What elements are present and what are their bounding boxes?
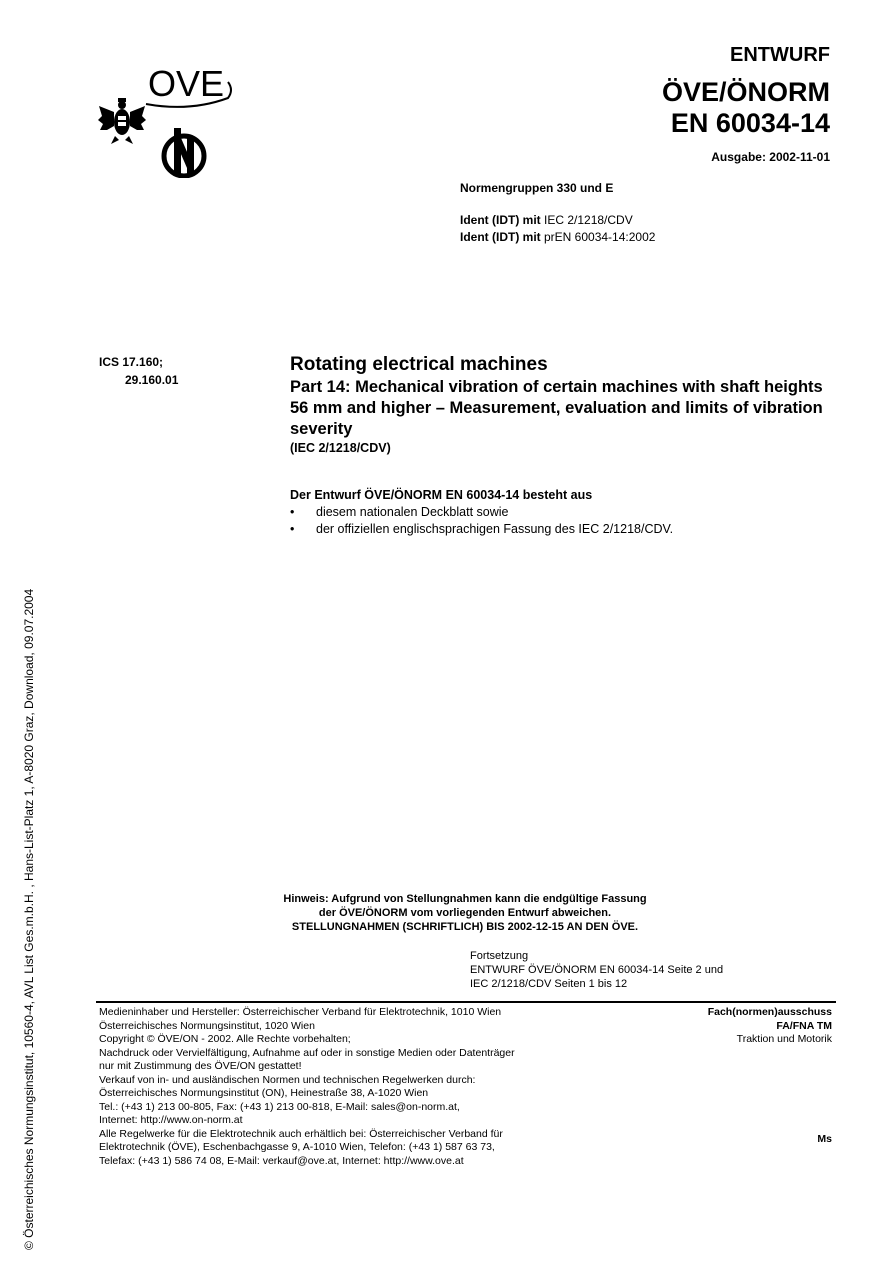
publisher-info bbox=[99, 1006, 619, 1168]
list-item-text: diesem nationalen Deckblatt sowie bbox=[316, 505, 509, 519]
list-item-text: der offiziellen englischsprachigen Fassung des IEC 2/1218/CDV. bbox=[316, 522, 674, 536]
publisher-line: Tel.: (+43 1) 213 00-805, Fax: (+43 1) 213 00-818, E-Mail: sales@on-norm.at, bbox=[99, 1100, 460, 1113]
norm-title-line2: EN 60034-14 bbox=[670, 108, 830, 138]
publisher-line: Telefax: (+43 1) 586 74 08, E-Mail: verkauf@ove.at, Internet: http://www.ove.at bbox=[99, 1154, 464, 1167]
notice bbox=[240, 892, 690, 934]
list-item bbox=[290, 505, 508, 519]
bullet-icon: • bbox=[290, 522, 295, 536]
publisher-line: Verkauf von in- und ausländischen Normen und technischen Regelwerken durch: bbox=[99, 1073, 476, 1086]
notice-line: STELLUNGNAHMEN (SCHRIFTLICH) BIS 2002-12-15 AN DEN ÖVE. bbox=[291, 921, 639, 933]
publisher-line: Elektrotechnik (ÖVE), Eschenbachgasse 9, A-1010 Wien, Telefon: (+43 1) 587 63 73, bbox=[99, 1141, 495, 1153]
norm-title-line1: ÖVE/ÖNORM bbox=[661, 77, 830, 107]
footer-divider bbox=[96, 1001, 836, 1003]
ident-label: Ident (IDT) mit bbox=[460, 230, 541, 244]
notice-line: Hinweis: Aufgrund von Stellungnahmen kann die endgültige Fassung bbox=[283, 893, 647, 905]
ics-code: 29.160.01 bbox=[125, 373, 179, 387]
austrian-eagle-icon bbox=[97, 96, 147, 146]
on-norm-icon bbox=[160, 128, 208, 178]
committee-name: Traktion und Motorik bbox=[736, 1033, 832, 1045]
ident-line bbox=[460, 230, 655, 244]
draft-label: ENTWURF bbox=[730, 44, 830, 66]
publisher-line: Nachdruck oder Vervielfältigung, Aufnahme auf oder in sonstige Medien oder Datenträger bbox=[99, 1046, 515, 1059]
copyright-side-text: © Österreichisches Normungsinstitut, 10560-4, AVL List Ges.m.b.H. , Hans-List-Platz 1, A-8020 Graz, Download, 09.07.2004 bbox=[22, 588, 36, 1250]
ident-label: Ident (IDT) mit bbox=[460, 213, 541, 227]
publisher-line: Medieninhaber und Hersteller: Österreichischer Verband für Elektrotechnik, 1010 Wien bbox=[99, 1006, 502, 1018]
continuation-note bbox=[470, 949, 723, 991]
notice-line: der ÖVE/ÖNORM vom vorliegenden Entwurf abweichen. bbox=[318, 907, 612, 919]
norm-groups: Normengruppen 330 und E bbox=[460, 181, 614, 195]
document-part-title: Part 14: Mechanical vibration of certain machines with shaft heights 56 mm and higher – Measurement, evaluation and limits of vibration severity bbox=[290, 378, 823, 438]
document-iec-ref: (IEC 2/1218/CDV) bbox=[290, 441, 391, 455]
publisher-line: Alle Regelwerke für die Elektrotechnik auch erhältlich bei: Österreichischer Verband für bbox=[99, 1127, 503, 1140]
committee-info bbox=[708, 1006, 832, 1047]
continuation-line: ENTWURF ÖVE/ÖNORM EN 60034-14 Seite 2 und bbox=[470, 964, 724, 976]
ove-logo bbox=[140, 60, 235, 110]
bullet-icon: • bbox=[290, 505, 295, 519]
ics-code: ICS 17.160; bbox=[99, 355, 164, 369]
composition-heading: Der Entwurf ÖVE/ÖNORM EN 60034-14 besteht aus bbox=[290, 488, 593, 502]
committee-code: FA/FNA TM bbox=[776, 1019, 832, 1032]
issue-date: Ausgabe: 2002-11-01 bbox=[711, 150, 830, 164]
publisher-line: Internet: http://www.on-norm.at bbox=[99, 1114, 243, 1126]
committee-heading: Fach(normen)ausschuss bbox=[707, 1006, 832, 1018]
continuation-line: IEC 2/1218/CDV Seiten 1 bis 12 bbox=[470, 978, 628, 990]
publisher-line: Österreichisches Normungsinstitut, 1020 Wien bbox=[99, 1019, 315, 1032]
list-item bbox=[290, 522, 673, 536]
continuation-line: Fortsetzung bbox=[470, 950, 529, 962]
publisher-line: Österreichisches Normungsinstitut (ON), Heinestraße 38, A-1020 Wien bbox=[99, 1087, 429, 1099]
ident-value: IEC 2/1218/CDV bbox=[544, 213, 633, 227]
document-title: Rotating electrical machines bbox=[290, 354, 548, 375]
publisher-line: nur mit Zustimmung des ÖVE/ON gestattet! bbox=[99, 1060, 302, 1072]
ove-logo-text: OVE bbox=[148, 63, 225, 104]
publisher-line: Copyright © ÖVE/ON - 2002. Alle Rechte vorbehalten; bbox=[99, 1033, 351, 1045]
editor-initials: Ms bbox=[817, 1133, 832, 1145]
ident-line bbox=[460, 213, 633, 227]
ident-value: prEN 60034-14:2002 bbox=[544, 230, 656, 244]
